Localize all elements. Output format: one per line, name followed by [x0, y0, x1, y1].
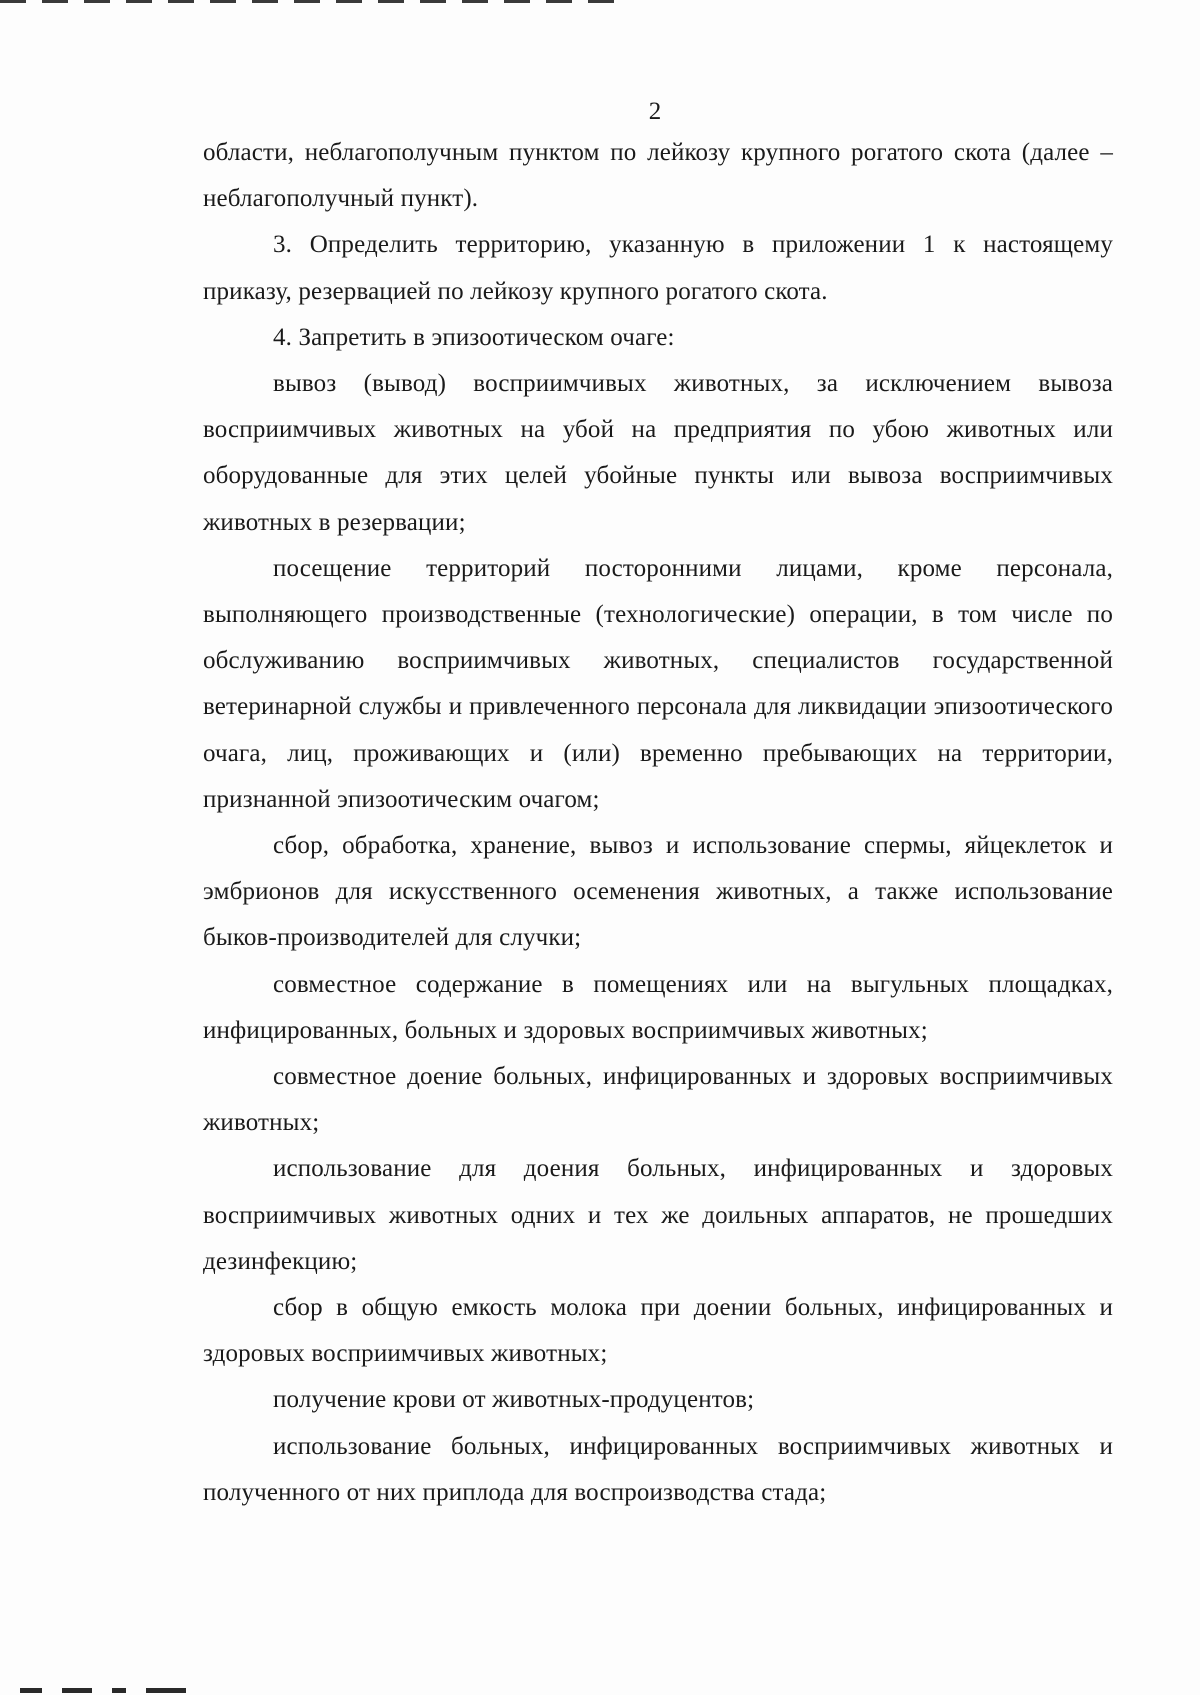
paragraph-continuation: области, неблагополучным пунктом по лейкозу крупного рогатого скота (далее – неблагополучный пункт).	[203, 139, 1113, 213]
scan-bottom-artifact	[20, 1688, 186, 1693]
paragraph-ban-milk-collection: сбор в общую емкость молока при доении больных, инфицированных и здоровых восприимчивых животных;	[203, 1294, 1113, 1368]
paragraph-ban-export: вывоз (вывод) восприимчивых животных, за исключением вывоза восприимчивых животных на убой на предприятия по убою животных или оборудованные для этих целей убойные пункты или вывоза восприимчивых животных в резервации;	[203, 370, 1113, 536]
paragraph-ban-reproduction: использование больных, инфицированных восприимчивых животных и полученного от них приплода для воспроизводства стада;	[203, 1432, 1113, 1506]
scan-dash-artifact	[0, 0, 650, 4]
paragraph-ban-joint-milking: совместное доение больных, инфицированных и здоровых восприимчивых животных;	[203, 1063, 1113, 1137]
paragraph-ban-blood: получение крови от животных-продуцентов;	[273, 1386, 755, 1414]
paragraph-ban-milking-machines: использование для доения больных, инфицированных и здоровых восприимчивых животных одних и тех же доильных аппаратов, не прошедших дезинфекцию;	[203, 1155, 1113, 1275]
page-number: 2	[648, 98, 662, 125]
paragraph-ban-sperm: сбор, обработка, хранение, вывоз и использование спермы, яйцеклеток и эмбрионов для искусственного осеменения животных, а также использование быков-производителей для случки;	[203, 832, 1113, 952]
paragraph-ban-joint-keeping: совместное содержание в помещениях или на выгульных площадках, инфицированных, больных и здоровых восприимчивых животных;	[203, 970, 1113, 1044]
paragraph-item-4: 4. Запретить в эпизоотическом очаге:	[273, 323, 675, 351]
paragraph-ban-visits: посещение территорий посторонними лицами, кроме персонала, выполняющего производственные (технологические) операции, в том числе по обслуживанию восприимчивых животных, специалистов государственной ветеринарной службы и привлеченного персонала для ликвидации эпизоотического очага, лиц, проживающих и (или) временно пребывающих на территории, признанной эпизоотическим очагом;	[203, 554, 1113, 813]
document-body	[203, 130, 1113, 1516]
paragraph-item-3: 3. Определить территорию, указанную в приложении 1 к настоящему приказу, резервацией по лейкозу крупного рогатого скота.	[203, 231, 1113, 305]
